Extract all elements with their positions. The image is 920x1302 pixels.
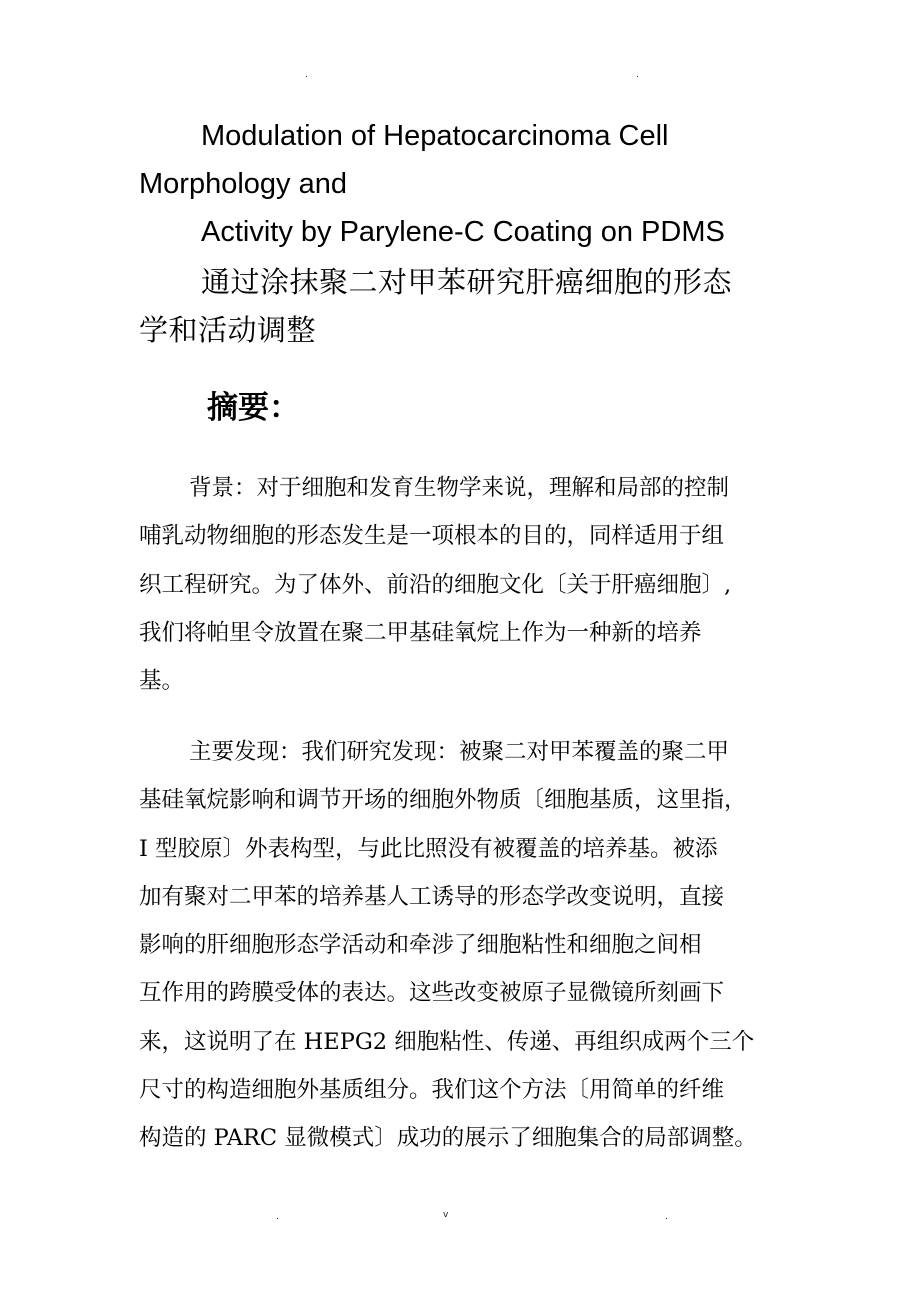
paragraph-line: 主要发现：我们研究发现：被聚二对甲苯覆盖的聚二甲 [189,739,730,765]
title-en-line-2: Morphology and [139,168,347,200]
paragraph-line: 哺乳动物细胞的形态发生是一项根本的目的，同样适用于组 [139,523,725,550]
footer-mark-right: . [665,1212,668,1222]
paragraph-line: 尺寸的构造细胞外基质组分。我们这个方法〔用简单的纤维 [139,1077,725,1104]
paragraph-line: 来，这说明了在 HEPG2 细胞粘性、传递、再组织成两个三个 [139,1028,755,1055]
background-paragraph [139,464,789,705]
paragraph-line: 加有聚对二甲苯的培养基人工诱导的形态学改变说明，直接 [139,883,725,910]
title-english [139,112,799,256]
paragraph-line: 我们将帕里令放置在聚二甲基硅氧烷上作为一种新的培养 [139,619,702,646]
footer-mark-left: . [276,1212,279,1222]
paragraph-line: 影响的肝细胞形态学活动和牵涉了细胞粘性和细胞之间相 [139,932,702,959]
paragraph-line: 构造的 PARC 显微模式〕成功的展示了细胞集合的局部调整。 [139,1125,757,1152]
title-chinese [139,258,799,354]
paragraph-line: 基。 [139,668,185,695]
title-zh-line-1: 通过涂抹聚二对甲苯研究肝癌细胞的形态 [201,265,733,299]
title-en-line-3: Activity by Parylene-C Coating on PDMS [201,216,725,248]
title-zh-line-2: 学和活动调整 [139,313,317,347]
findings-paragraph [139,728,789,1163]
footer-mark-center: v [443,1210,449,1220]
header-mark-left: . [305,70,308,80]
header-mark-right: . [636,70,639,80]
abstract-heading: 摘要： [207,390,300,426]
paragraph-line: 背景：对于细胞和发育生物学来说，理解和局部的控制 [189,475,730,501]
paragraph-line: 基硅氧烷影响和调节开场的细胞外物质〔细胞基质，这里指， [139,787,747,814]
paragraph-line: I 型胶原〕外表构型，与此比照没有被覆盖的培养基。被添 [139,835,718,862]
paragraph-line: 互作用的跨膜受体的表达。这些改变被原子显微镜所刻画下 [139,980,725,1007]
title-en-line-1: Modulation of Hepatocarcinoma Cell [201,120,669,152]
paragraph-line: 织工程研究。为了体外、前沿的细胞文化〔关于肝癌细胞〕, [139,571,732,598]
